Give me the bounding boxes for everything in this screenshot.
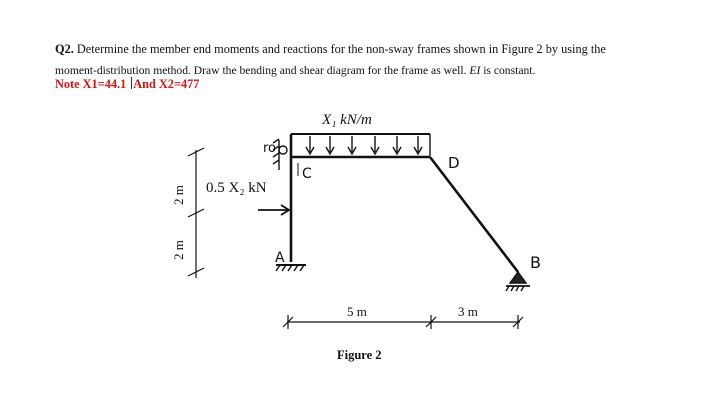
bottom-left-dimension: 5 m [347,304,367,319]
left-dimension-line [188,148,204,278]
question-line-2-post: is constant. [480,64,536,77]
frame-members [291,134,518,272]
bottom-dimension-line [283,315,523,329]
question-line-2-pre: moment-distribution method. Draw the bending and shear diagram for the frame as well. [55,64,470,77]
node-e-label: ro [263,141,277,156]
node-b-label: B [530,253,541,272]
distributed-load [291,134,430,156]
question-number: Q2. [55,42,74,56]
load-label: X₁ kN/m [322,112,372,128]
figure-caption: Figure 2 [337,348,382,362]
left-upper-dimension: 2 m [171,185,186,205]
node-d-label: D [448,154,460,172]
bottom-right-dimension: 3 m [458,304,478,319]
point-load-arrow [258,205,289,215]
ei-symbol: EI [469,64,481,77]
point-load-label: 0.5 X₂ kN [206,180,267,196]
left-lower-dimension: 2 m [171,240,186,260]
question-line-1-text: Determine the member end moments and reactions for the non-sway frames shown in Figure 2 by using the [76,42,606,56]
node-a-label: A [275,250,285,266]
note-x2: And X2=477 [133,77,200,91]
node-c-label: C [302,166,312,182]
pin-support-b [506,272,530,291]
note-x1: Note X1=44.1 [55,77,127,91]
